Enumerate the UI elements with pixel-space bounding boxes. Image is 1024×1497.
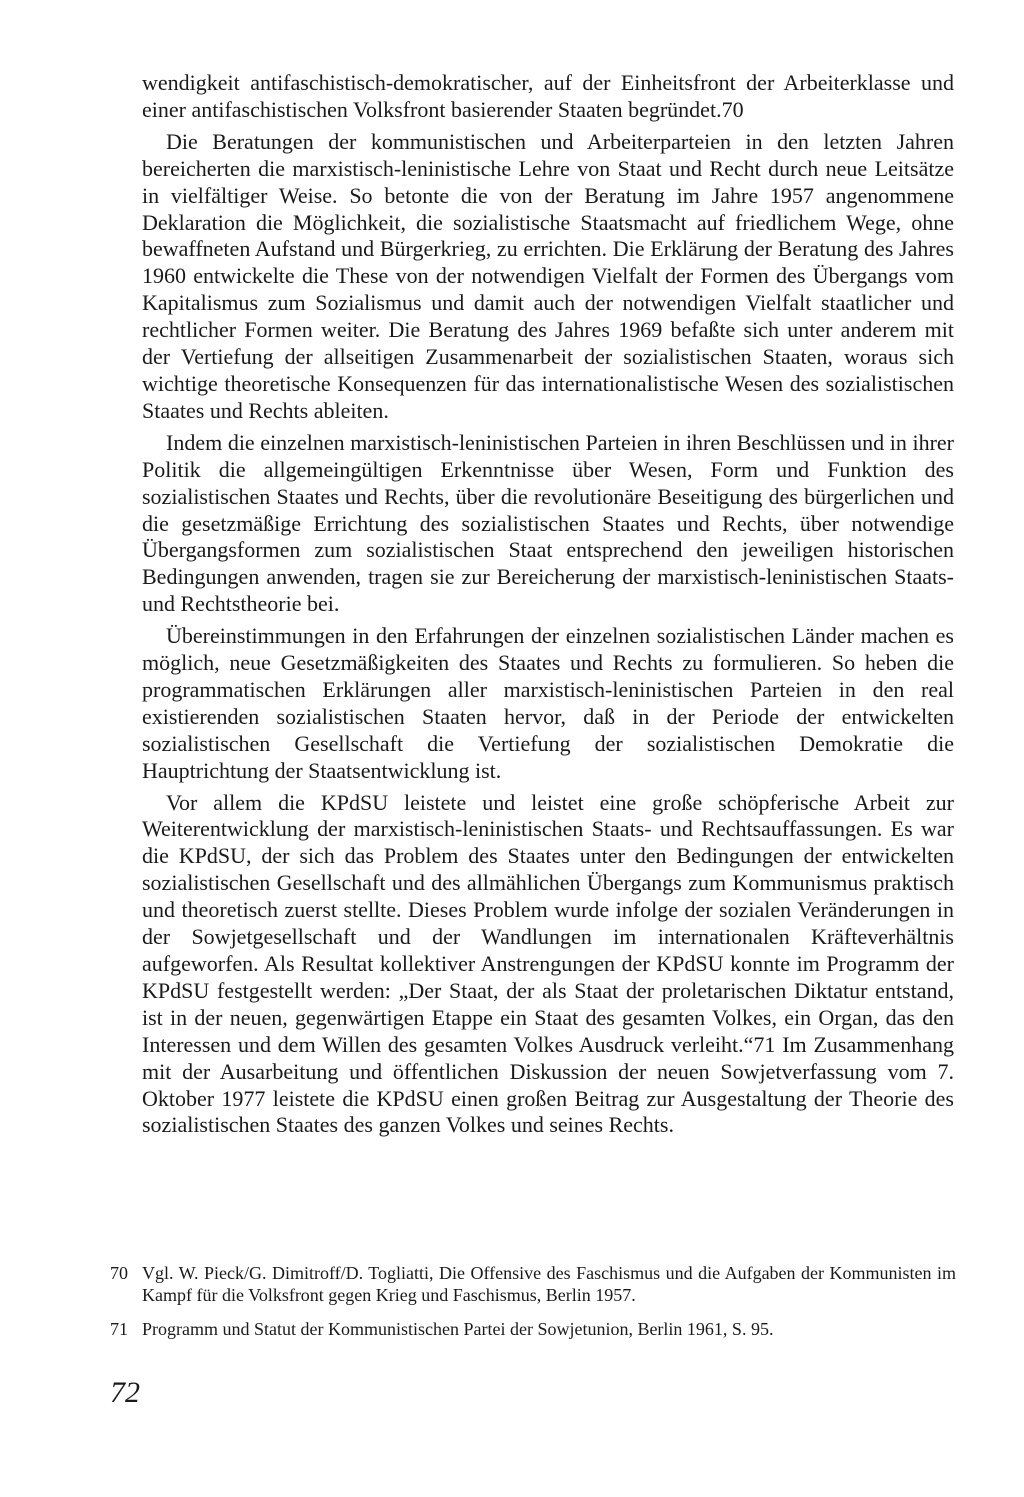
footnote <box>110 1318 956 1340</box>
footnote-text: Vgl. W. Pieck/G. Dimitroff/D. Togliatti, Die Offensive des Faschismus und die Aufgaben der Kommunisten im Kampf für die Volksfront gegen Krieg und Faschismus, Berlin 1957. <box>142 1263 956 1305</box>
paragraph-parteien: Indem die einzelnen marxistisch-leninistischen Parteien in ihren Beschlüssen und in ihrer Politik die allgemeingültigen Erkenntnisse über Wesen, Form und Funktion des sozialistischen Staates und Rechts, über die revolutionäre Beseitigung des bürgerlichen und die gesetzmäßige Errichtung des sozialistischen Staates und Rechts, über notwendige Übergangsformen zum sozialistischen Staat entsprechend den jeweiligen historischen Bedingungen anwenden, tragen sie zur Bereicherung der marxistisch-leninistischen Staats- und Rechtstheorie bei. <box>142 429 954 617</box>
paragraph-beratungen: Die Beratungen der kommunistischen und Arbeiterparteien in den letzten Jahren bereicherten die marxistisch-leninistische Lehre von Staat und Recht durch neue Leitsätze in vielfältiger Weise. So betonte die von der Beratung im Jahre 1957 angenommene Deklaration die Möglichkeit, die sozialistische Staatsmacht auf friedlichem Wege, ohne bewaffneten Aufstand und Bürgerkrieg, zu errichten. Die Erklärung der Beratung des Jahres 1960 entwickelte die These von der notwendigen Vielfalt der Formen des Übergangs vom Kapitalismus zum Sozialismus und damit auch der notwendigen Vielfalt staatlicher und rechtlicher Formen weiter. Die Beratung des Jahres 1969 befaßte sich unter anderem mit der Vertiefung der allseitigen Zusammenarbeit der sozialistischen Staaten, woraus sich wichtige theoretische Konsequenzen für das internationalistische Wesen des sozialistischen Staates und Rechts ableiten. <box>142 128 954 423</box>
paragraph-uebereinstimmungen: Übereinstimmungen in den Erfahrungen der einzelnen sozialistischen Länder machen es möglich, neue Gesetzmäßigkeiten des Staates und Rechts zu formulieren. So heben die programmatischen Erklärungen aller marxistisch-leninistischen Parteien in den real existierenden sozialistischen Staaten hervor, daß in der Periode der entwickelten sozialistischen Gesellschaft die Vertiefung der sozialistischen Demokratie die Hauptrichtung der Staatsentwicklung ist. <box>142 623 954 783</box>
body-text <box>142 70 954 1144</box>
footnote-text: Programm und Statut der Kommunistischen Partei der Sowjetunion, Berlin 1961, S. 95. <box>142 1319 774 1339</box>
footnote-number: 70 <box>110 1263 128 1283</box>
page-number: 72 <box>110 1376 140 1409</box>
footnotes <box>110 1262 956 1352</box>
footnote-number: 71 <box>110 1319 128 1339</box>
footnote <box>110 1262 956 1306</box>
paragraph-continuation: wendigkeit antifaschistisch-demokratischer, auf der Einheitsfront der Arbeiterklasse und einer antifaschistischen Volksfront basierender Staaten begründet.70 <box>142 70 954 122</box>
paragraph-kpdsu: Vor allem die KPdSU leistete und leistet eine große schöpferische Arbeit zur Weiterentwicklung der marxistisch-leninistischen Staats- und Rechtsauffassungen. Es war die KPdSU, der sich das Problem des Staates unter den Bedingungen der entwickelten sozialistischen Gesellschaft und des allmählichen Übergangs zum Kommunismus praktisch und theoretisch zuerst stellte. Dieses Problem wurde infolge der sozialen Veränderungen in der Sowjetgesellschaft und der Wandlungen im internationalen Kräfteverhältnis aufgeworfen. Als Resultat kollektiver Anstrengungen der KPdSU konnte im Programm der KPdSU festgestellt werden: „Der Staat, der als Staat der proletarischen Diktatur entstand, ist in der neuen, gegenwärtigen Etappe ein Staat des gesamten Volkes, ein Organ, das den Interessen und dem Willen des gesamten Volkes Ausdruck verleiht.“71 Im Zusammenhang mit der Ausarbeitung und öffentlichen Diskussion der neuen Sowjetverfassung vom 7. Oktober 1977 leistete die KPdSU einen großen Beitrag zur Ausgestaltung der Theorie des sozialistischen Staates des ganzen Volkes und seines Rechts. <box>142 789 954 1138</box>
